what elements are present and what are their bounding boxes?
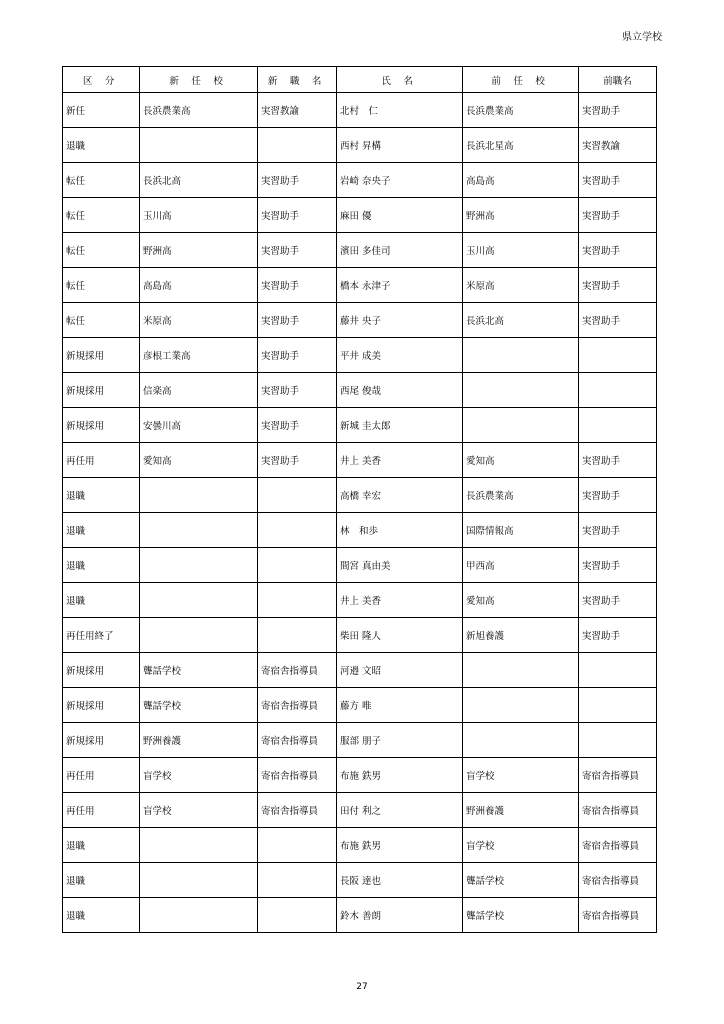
table-body (63, 93, 657, 933)
category-cell: 転任 (63, 233, 140, 268)
previous-school-cell: 米原高 (463, 268, 579, 303)
name-cell: 間宮 真由美 (337, 548, 463, 583)
previous-position-cell (579, 653, 657, 688)
name-cell: 田付 利之 (337, 793, 463, 828)
new-school-cell: 信楽高 (140, 373, 258, 408)
table-row (63, 793, 657, 828)
previous-school-cell: 長浜農業高 (463, 93, 579, 128)
category-cell: 新規採用 (63, 688, 140, 723)
new-school-cell (140, 128, 258, 163)
previous-school-cell: 愛知高 (463, 443, 579, 478)
previous-position-cell: 実習助手 (579, 198, 657, 233)
previous-position-cell (579, 338, 657, 373)
previous-school-cell: 愛知高 (463, 583, 579, 618)
category-cell: 退職 (63, 828, 140, 863)
new-position-cell (258, 583, 337, 618)
new-position-cell: 寄宿舎指導員 (258, 793, 337, 828)
header-row (63, 67, 657, 93)
new-position-cell: 実習助手 (258, 268, 337, 303)
name-cell: 井上 美香 (337, 583, 463, 618)
name-cell: 藤井 央子 (337, 303, 463, 338)
previous-school-cell (463, 338, 579, 373)
category-cell: 再任用 (63, 443, 140, 478)
new-position-cell: 寄宿舎指導員 (258, 653, 337, 688)
table-row (63, 688, 657, 723)
name-cell: 河邉 文昭 (337, 653, 463, 688)
previous-school-cell: 盲学校 (463, 758, 579, 793)
new-position-cell: 実習助手 (258, 408, 337, 443)
previous-school-cell: 盲学校 (463, 828, 579, 863)
category-cell: 退職 (63, 898, 140, 933)
new-school-cell (140, 618, 258, 653)
previous-school-cell: 長浜農業高 (463, 478, 579, 513)
table-row (63, 758, 657, 793)
new-school-cell: 野洲養護 (140, 723, 258, 758)
name-cell: 西尾 俊哉 (337, 373, 463, 408)
new-school-cell (140, 548, 258, 583)
category-cell: 退職 (63, 478, 140, 513)
category-cell: 新規採用 (63, 338, 140, 373)
new-position-cell: 実習助手 (258, 233, 337, 268)
new-position-cell (258, 128, 337, 163)
previous-position-cell: 実習助手 (579, 268, 657, 303)
previous-school-cell: 聾話学校 (463, 898, 579, 933)
new-position-cell (258, 863, 337, 898)
previous-position-cell: 実習助手 (579, 163, 657, 198)
name-cell: 藤方 唯 (337, 688, 463, 723)
category-cell: 退職 (63, 863, 140, 898)
new-school-cell: 彦根工業高 (140, 338, 258, 373)
new-school-cell (140, 513, 258, 548)
previous-position-cell: 実習助手 (579, 478, 657, 513)
previous-school-cell: 国際情報高 (463, 513, 579, 548)
new-position-cell (258, 618, 337, 653)
new-school-cell: 聾話学校 (140, 653, 258, 688)
name-cell: 服部 朋子 (337, 723, 463, 758)
previous-position-cell: 寄宿舎指導員 (579, 793, 657, 828)
name-cell: 鈴木 善朗 (337, 898, 463, 933)
new-school-cell: 安曇川高 (140, 408, 258, 443)
previous-position-cell: 実習教諭 (579, 128, 657, 163)
previous-position-cell: 実習助手 (579, 583, 657, 618)
column-header-previous-school: 前 任 校 (463, 67, 579, 93)
new-school-cell (140, 828, 258, 863)
category-cell: 退職 (63, 513, 140, 548)
table-row (63, 863, 657, 898)
previous-position-cell: 実習助手 (579, 303, 657, 338)
table-row (63, 828, 657, 863)
new-position-cell: 実習助手 (258, 338, 337, 373)
new-school-cell: 盲学校 (140, 758, 258, 793)
name-cell: 高橋 幸宏 (337, 478, 463, 513)
name-cell: 布施 鉄男 (337, 828, 463, 863)
table-row (63, 268, 657, 303)
name-cell: 岩崎 奈央子 (337, 163, 463, 198)
previous-position-cell (579, 373, 657, 408)
name-cell: 麻田 優 (337, 198, 463, 233)
previous-school-cell: 長浜北星高 (463, 128, 579, 163)
new-position-cell: 実習助手 (258, 443, 337, 478)
previous-school-cell (463, 653, 579, 688)
new-position-cell: 実習助手 (258, 198, 337, 233)
name-cell: 井上 美香 (337, 443, 463, 478)
name-cell: 西村 昇構 (337, 128, 463, 163)
new-position-cell (258, 478, 337, 513)
previous-position-cell: 寄宿舎指導員 (579, 898, 657, 933)
previous-school-cell (463, 688, 579, 723)
category-cell: 退職 (63, 128, 140, 163)
previous-position-cell: 実習助手 (579, 618, 657, 653)
column-header-category: 区 分 (63, 67, 140, 93)
previous-position-cell: 実習助手 (579, 548, 657, 583)
new-position-cell: 寄宿舎指導員 (258, 723, 337, 758)
table-row (63, 443, 657, 478)
previous-position-cell: 実習助手 (579, 233, 657, 268)
category-cell: 退職 (63, 548, 140, 583)
table-row (63, 723, 657, 758)
category-cell: 新規採用 (63, 723, 140, 758)
new-school-cell: 盲学校 (140, 793, 258, 828)
name-cell: 北村 仁 (337, 93, 463, 128)
table-row (63, 338, 657, 373)
new-position-cell: 実習助手 (258, 373, 337, 408)
new-position-cell: 実習助手 (258, 303, 337, 338)
new-position-cell (258, 548, 337, 583)
table-row (63, 373, 657, 408)
name-cell: 布施 鉄男 (337, 758, 463, 793)
previous-position-cell: 寄宿舎指導員 (579, 828, 657, 863)
document-header-label: 県立学校 (622, 32, 662, 43)
previous-position-cell: 実習助手 (579, 93, 657, 128)
new-school-cell: 聾話学校 (140, 688, 258, 723)
table-row (63, 618, 657, 653)
new-school-cell (140, 583, 258, 618)
previous-school-cell (463, 408, 579, 443)
column-header-new-school: 新 任 校 (140, 67, 258, 93)
new-position-cell: 実習助手 (258, 163, 337, 198)
previous-school-cell (463, 723, 579, 758)
new-position-cell (258, 513, 337, 548)
category-cell: 再任用終了 (63, 618, 140, 653)
previous-school-cell (463, 373, 579, 408)
new-position-cell: 寄宿舎指導員 (258, 688, 337, 723)
name-cell: 柴田 隆人 (337, 618, 463, 653)
table-row (63, 163, 657, 198)
category-cell: 退職 (63, 583, 140, 618)
category-cell: 転任 (63, 268, 140, 303)
new-school-cell: 高島高 (140, 268, 258, 303)
column-header-previous-position: 前職名 (579, 67, 657, 93)
name-cell: 橋本 永津子 (337, 268, 463, 303)
new-school-cell (140, 478, 258, 513)
table-row (63, 303, 657, 338)
previous-position-cell: 実習助手 (579, 443, 657, 478)
table-row (63, 478, 657, 513)
name-cell: 新城 圭太郎 (337, 408, 463, 443)
new-school-cell: 野洲高 (140, 233, 258, 268)
column-header-new-position: 新 職 名 (258, 67, 337, 93)
previous-school-cell: 甲西高 (463, 548, 579, 583)
name-cell: 長阪 達也 (337, 863, 463, 898)
name-cell: 林 和歩 (337, 513, 463, 548)
new-position-cell (258, 828, 337, 863)
new-school-cell: 長浜農業高 (140, 93, 258, 128)
previous-school-cell: 高島高 (463, 163, 579, 198)
table-row (63, 653, 657, 688)
new-position-cell: 寄宿舎指導員 (258, 758, 337, 793)
table-row (63, 198, 657, 233)
page-number: 27 (356, 982, 368, 992)
table-header (63, 67, 657, 93)
table-row (63, 898, 657, 933)
category-cell: 再任用 (63, 793, 140, 828)
table-row (63, 93, 657, 128)
category-cell: 新規採用 (63, 373, 140, 408)
table-row (63, 408, 657, 443)
previous-school-cell: 聾話学校 (463, 863, 579, 898)
table-row (63, 583, 657, 618)
category-cell: 転任 (63, 303, 140, 338)
table-row (63, 548, 657, 583)
previous-position-cell (579, 408, 657, 443)
column-header-name: 氏 名 (337, 67, 463, 93)
previous-position-cell: 寄宿舎指導員 (579, 863, 657, 898)
table-row (63, 128, 657, 163)
category-cell: 新規採用 (63, 408, 140, 443)
previous-school-cell: 野洲養護 (463, 793, 579, 828)
category-cell: 転任 (63, 198, 140, 233)
new-school-cell: 長浜北高 (140, 163, 258, 198)
category-cell: 新任 (63, 93, 140, 128)
previous-position-cell: 寄宿舎指導員 (579, 758, 657, 793)
new-school-cell: 愛知高 (140, 443, 258, 478)
previous-school-cell: 玉川高 (463, 233, 579, 268)
new-school-cell (140, 898, 258, 933)
previous-school-cell: 長浜北高 (463, 303, 579, 338)
category-cell: 新規採用 (63, 653, 140, 688)
category-cell: 転任 (63, 163, 140, 198)
previous-position-cell: 実習助手 (579, 513, 657, 548)
previous-school-cell: 新旭養護 (463, 618, 579, 653)
name-cell: 平井 成美 (337, 338, 463, 373)
new-school-cell: 米原高 (140, 303, 258, 338)
new-school-cell (140, 863, 258, 898)
new-position-cell (258, 898, 337, 933)
previous-school-cell: 野洲高 (463, 198, 579, 233)
new-position-cell: 実習教諭 (258, 93, 337, 128)
name-cell: 濱田 多佳司 (337, 233, 463, 268)
table-row (63, 513, 657, 548)
category-cell: 再任用 (63, 758, 140, 793)
previous-position-cell (579, 723, 657, 758)
previous-position-cell (579, 688, 657, 723)
new-school-cell: 玉川高 (140, 198, 258, 233)
table-row (63, 233, 657, 268)
personnel-table (62, 66, 657, 933)
